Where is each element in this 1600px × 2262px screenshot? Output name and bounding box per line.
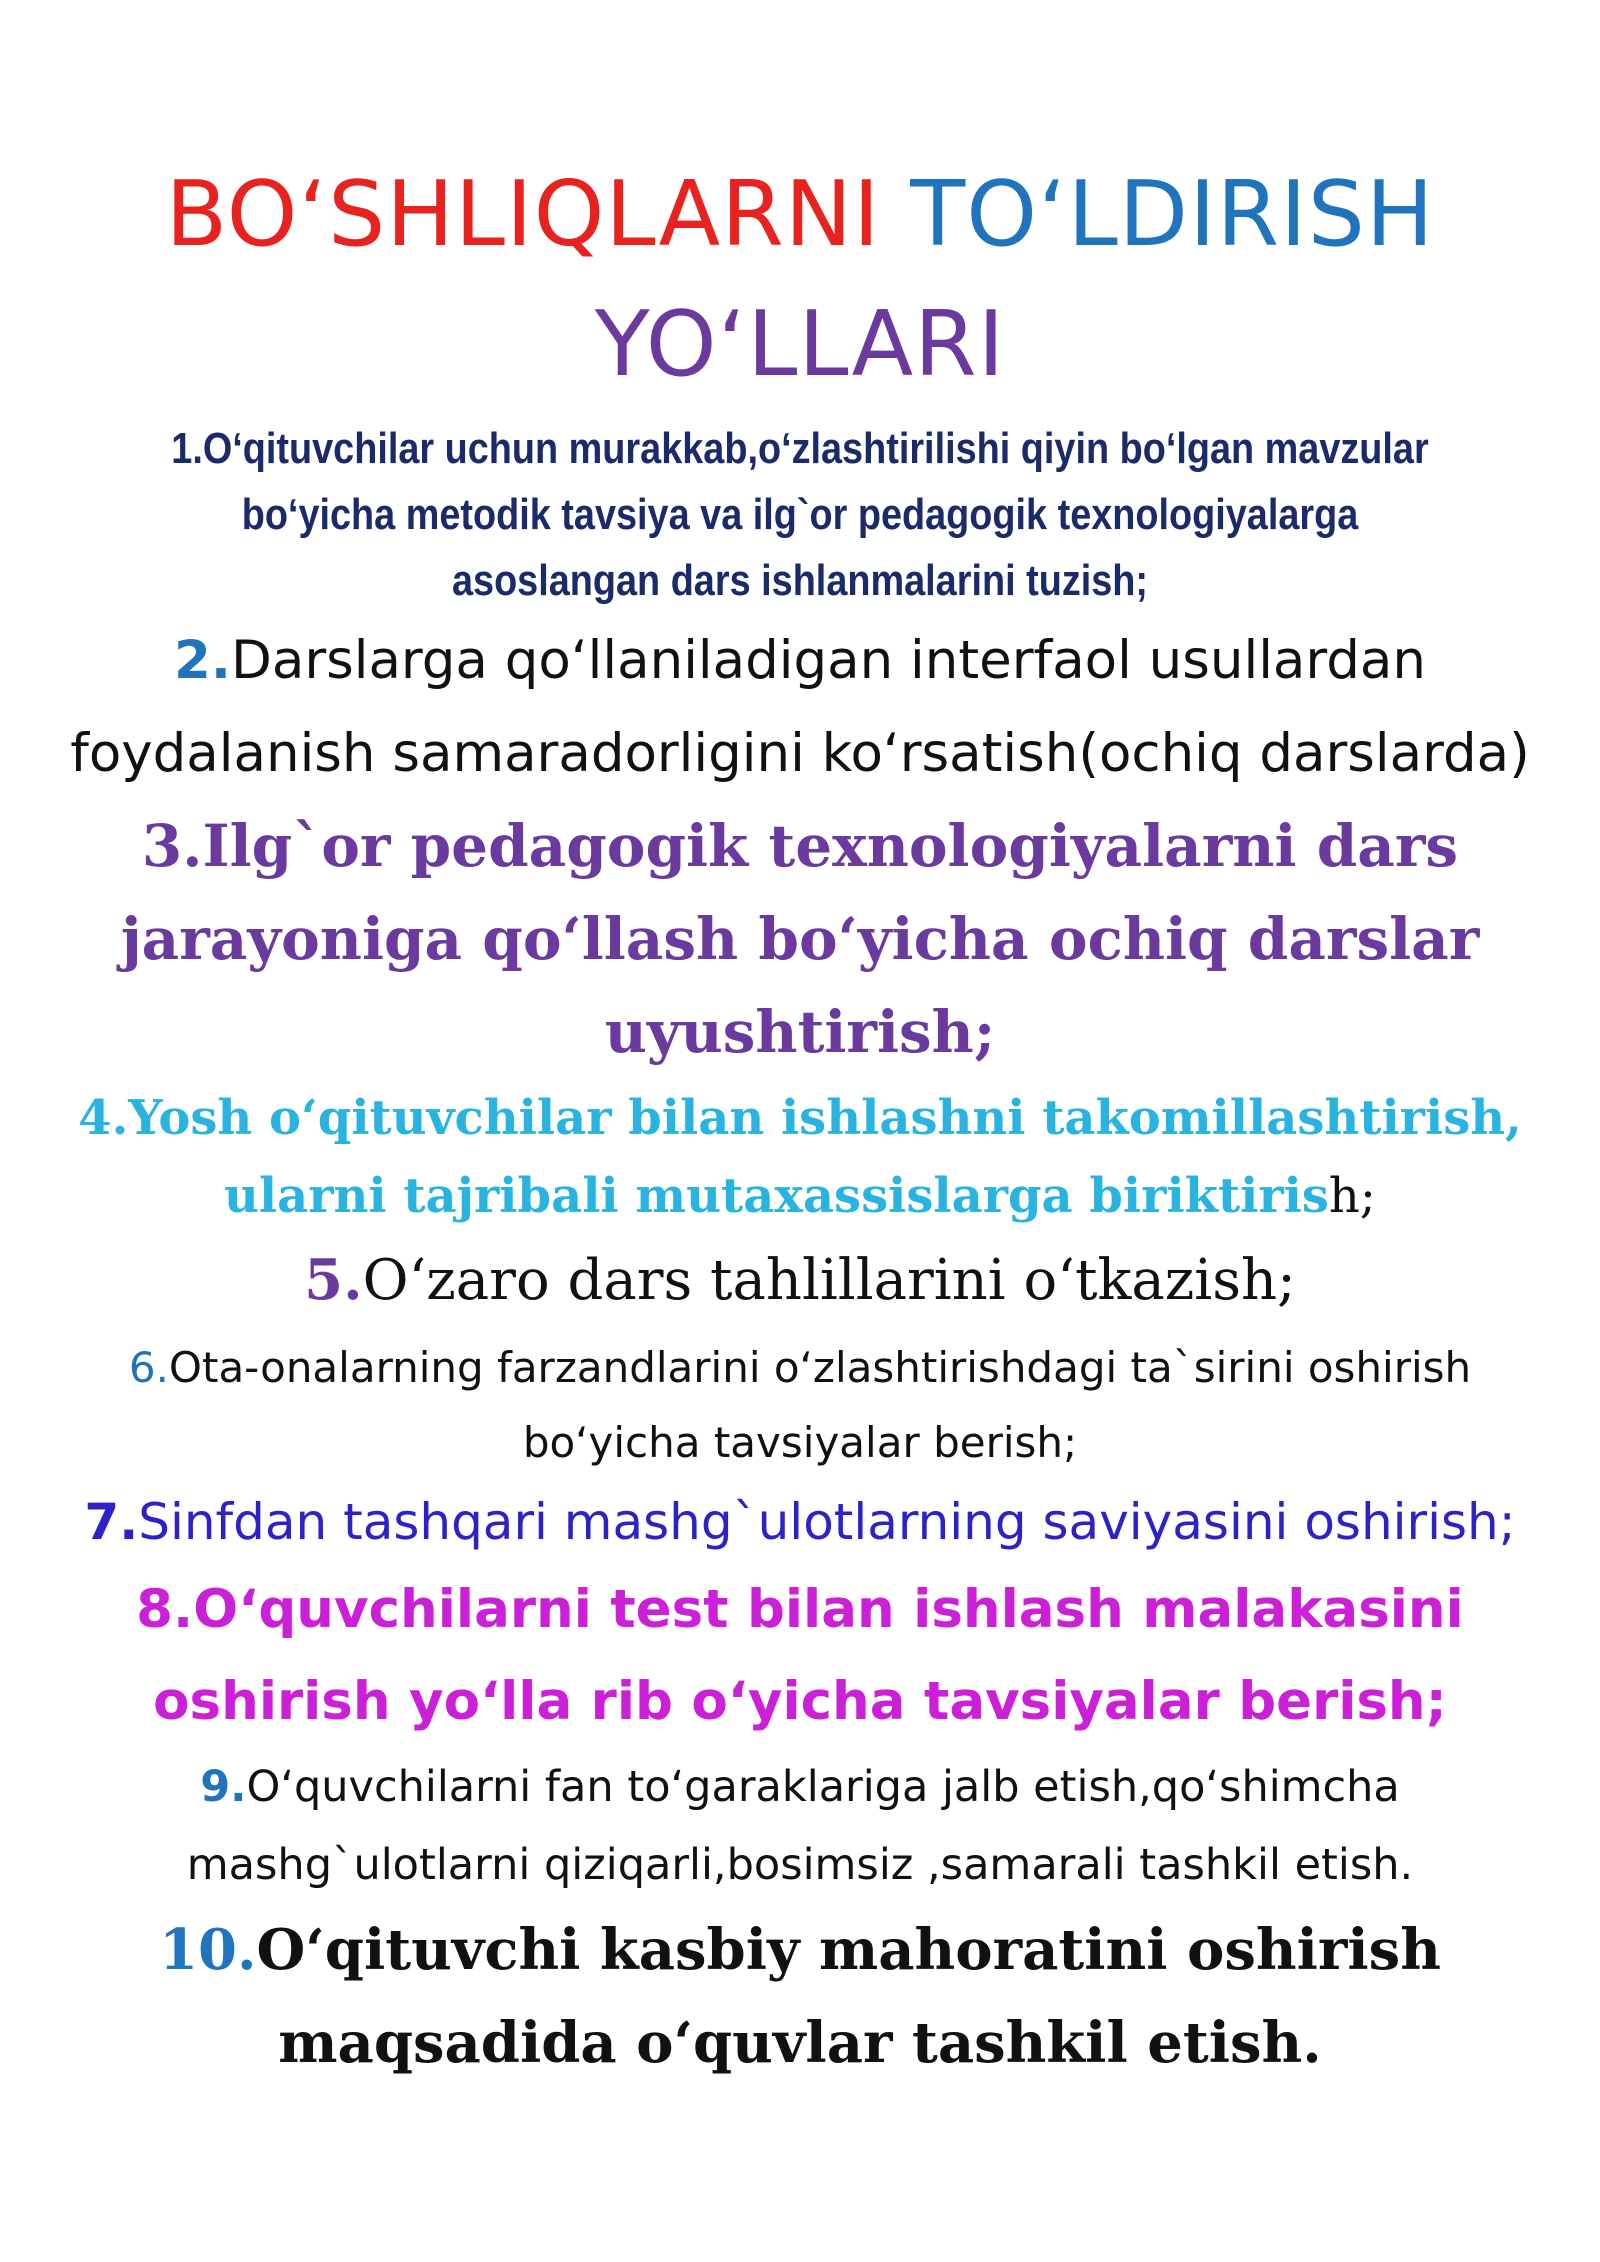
list-item-8-text: 8.O‘quvchilarni test bilan ishlash malakasini oshirish yo‘lla rib o‘yicha tavsiyalar berish; xyxy=(136,1579,1464,1732)
list-item-9-number: 9. xyxy=(200,1762,247,1812)
list-item-7 xyxy=(60,1480,1540,1564)
title-part-1: BO‘SHLIQLARNI xyxy=(165,162,881,267)
list-item-6 xyxy=(60,1330,1540,1480)
list-item-10-text: O‘qituvchi kasbiy mahoratini oshirish maqsadida o‘quvlar tashkil etish. xyxy=(256,1917,1441,2076)
list-item-2-text: Darslarga qo‘llaniladigan interfaol usullardan foydalanish samaradorligini ko‘rsatish(ochiq darslarda) xyxy=(70,630,1530,784)
list-item-1-text: 1.O‘qituvchilar uchun murakkab,o‘zlashtirilishi qiyin bo‘lgan mavzular bo‘yicha metodik tavsiya va ilg`or pedagogik texnologiyalarga asoslangan dars ishlanmalarini tuzish; xyxy=(171,424,1429,605)
list-item-8 xyxy=(60,1564,1540,1748)
list-item-2-number: 2. xyxy=(174,630,232,691)
list-item-6-number: 6. xyxy=(128,1343,169,1392)
list-item-10 xyxy=(60,1904,1540,2090)
list-item-4-text: 4.Yosh o‘qituvchilar bilan ishlashni takomillashtirish, ularni tajribali mutaxassislarga biriktiris xyxy=(78,1090,1522,1224)
list-item-3 xyxy=(60,800,1540,1079)
list-item-3-text: 3.Ilg`or pedagogik texnologiyalarni dars jarayoniga qo‘llash bo‘yicha ochiq darslar uyushtirish; xyxy=(120,812,1480,1066)
list-item-1 xyxy=(164,416,1437,614)
title-part-3: YO‘LLARI xyxy=(594,292,1006,397)
list-item-4 xyxy=(60,1079,1540,1235)
list-item-9-text: O‘quvchilarni fan to‘garaklariga jalb etish,qo‘shimcha mashg`ulotlarni qiziqarli,bosimsiz ,samarali tashkil etish. xyxy=(186,1762,1414,1890)
list-item-10-number: 10. xyxy=(159,1917,257,1983)
page-title xyxy=(60,150,1540,410)
list-item-7-number: 7. xyxy=(84,1493,139,1551)
list-item-2 xyxy=(60,614,1540,800)
list-item-5-text: O‘zaro dars tahlillarini o‘tkazish; xyxy=(362,1248,1296,1313)
title-part-2: TO‘LDIRISH xyxy=(910,162,1435,267)
list-item-6-text: Ota-onalarning farzandlarini o‘zlashtirishdagi ta`sirini oshirish bo‘yicha tavsiyalar berish; xyxy=(168,1343,1472,1467)
list-item-5 xyxy=(60,1235,1540,1326)
list-item-7-text: Sinfdan tashqari mashg`ulotlarning saviyasini oshirish; xyxy=(138,1493,1516,1551)
list-item-9 xyxy=(60,1748,1540,1904)
list-item-4-tail: h; xyxy=(1328,1168,1376,1224)
list-item-5-number: 5. xyxy=(304,1247,363,1313)
